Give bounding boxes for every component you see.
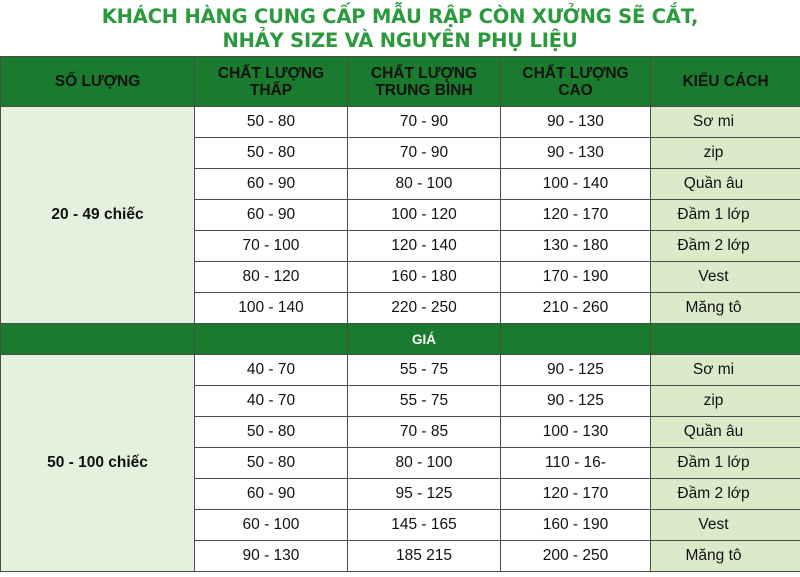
cell-mid: 70 - 90 (348, 107, 501, 138)
cell-mid: 160 - 180 (348, 262, 501, 293)
separator-blank (501, 324, 651, 355)
title-line-1: KHÁCH HÀNG CUNG CẤP MẪU RẬP CÒN XƯỞNG SẼ CẮT, (101, 5, 699, 28)
cell-style: Măng tô (651, 293, 800, 324)
cell-mid: 120 - 140 (348, 231, 501, 262)
cell-low: 60 - 90 (195, 169, 348, 200)
cell-style: Sơ mi (651, 355, 800, 386)
cell-style: zip (651, 386, 800, 417)
cell-high: 200 - 250 (501, 541, 651, 572)
separator-label: GIÁ (348, 324, 501, 355)
header-quality-low-line1: CHẤT LƯỢNG (217, 64, 325, 82)
cell-style: Quần âu (651, 417, 800, 448)
page-title (0, 0, 800, 56)
table-row (1, 107, 800, 138)
header-quality-high-line2: CAO (558, 81, 593, 99)
cell-style: Đầm 2 lớp (651, 479, 800, 510)
cell-mid: 100 - 120 (348, 200, 501, 231)
cell-style: Vest (651, 510, 800, 541)
cell-high: 90 - 125 (501, 355, 651, 386)
cell-high: 90 - 130 (501, 138, 651, 169)
header-quantity: SỐ LƯỢNG (1, 57, 195, 107)
header-quality-low (195, 57, 348, 107)
title-line-2: NHẢY SIZE VÀ NGUYÊN PHỤ LIỆU (222, 29, 578, 52)
cell-low: 90 - 130 (195, 541, 348, 572)
cell-high: 130 - 180 (501, 231, 651, 262)
cell-style: Sơ mi (651, 107, 800, 138)
separator-blank (1, 324, 195, 355)
cell-mid: 55 - 75 (348, 355, 501, 386)
header-quality-mid-line2: TRUNG BÌNH (375, 81, 473, 99)
cell-mid: 80 - 100 (348, 169, 501, 200)
cell-mid: 145 - 165 (348, 510, 501, 541)
cell-style: Măng tô (651, 541, 800, 572)
cell-low: 60 - 90 (195, 479, 348, 510)
cell-style: Quần âu (651, 169, 800, 200)
header-quality-mid-line1: CHẤT LƯỢNG (370, 64, 478, 82)
cell-mid: 95 - 125 (348, 479, 501, 510)
separator-blank (195, 324, 348, 355)
cell-low: 50 - 80 (195, 138, 348, 169)
cell-style: Đầm 2 lớp (651, 231, 800, 262)
cell-mid: 70 - 90 (348, 138, 501, 169)
header-quality-mid (348, 57, 501, 107)
price-table (0, 56, 800, 572)
cell-high: 120 - 170 (501, 200, 651, 231)
header-style: KIỂU CÁCH (651, 57, 800, 107)
cell-style: Vest (651, 262, 800, 293)
cell-style: Đầm 1 lớp (651, 200, 800, 231)
quantity-cell: 50 - 100 chiếc (1, 355, 195, 572)
price-separator-row (1, 324, 800, 355)
quantity-cell: 20 - 49 chiếc (1, 107, 195, 324)
cell-high: 90 - 125 (501, 386, 651, 417)
cell-low: 100 - 140 (195, 293, 348, 324)
cell-mid: 185 215 (348, 541, 501, 572)
header-quality-low-line2: THẤP (249, 81, 293, 99)
cell-low: 80 - 120 (195, 262, 348, 293)
cell-mid: 80 - 100 (348, 448, 501, 479)
cell-high: 110 - 16- (501, 448, 651, 479)
cell-high: 120 - 170 (501, 479, 651, 510)
header-quality-high-line1: CHẤT LƯỢNG (522, 64, 629, 82)
cell-mid: 220 - 250 (348, 293, 501, 324)
cell-low: 50 - 80 (195, 417, 348, 448)
cell-high: 160 - 190 (501, 510, 651, 541)
cell-low: 70 - 100 (195, 231, 348, 262)
table-row (1, 355, 800, 386)
cell-low: 50 - 80 (195, 448, 348, 479)
cell-style: Đầm 1 lớp (651, 448, 800, 479)
table-header-row (1, 57, 800, 107)
cell-high: 100 - 130 (501, 417, 651, 448)
cell-low: 60 - 90 (195, 200, 348, 231)
header-quality-high (501, 57, 651, 107)
cell-low: 40 - 70 (195, 386, 348, 417)
cell-high: 100 - 140 (501, 169, 651, 200)
cell-high: 170 - 190 (501, 262, 651, 293)
cell-low: 50 - 80 (195, 107, 348, 138)
cell-high: 90 - 130 (501, 107, 651, 138)
separator-blank (651, 324, 800, 355)
cell-mid: 55 - 75 (348, 386, 501, 417)
cell-mid: 70 - 85 (348, 417, 501, 448)
cell-low: 40 - 70 (195, 355, 348, 386)
cell-low: 60 - 100 (195, 510, 348, 541)
cell-style: zip (651, 138, 800, 169)
cell-high: 210 - 260 (501, 293, 651, 324)
